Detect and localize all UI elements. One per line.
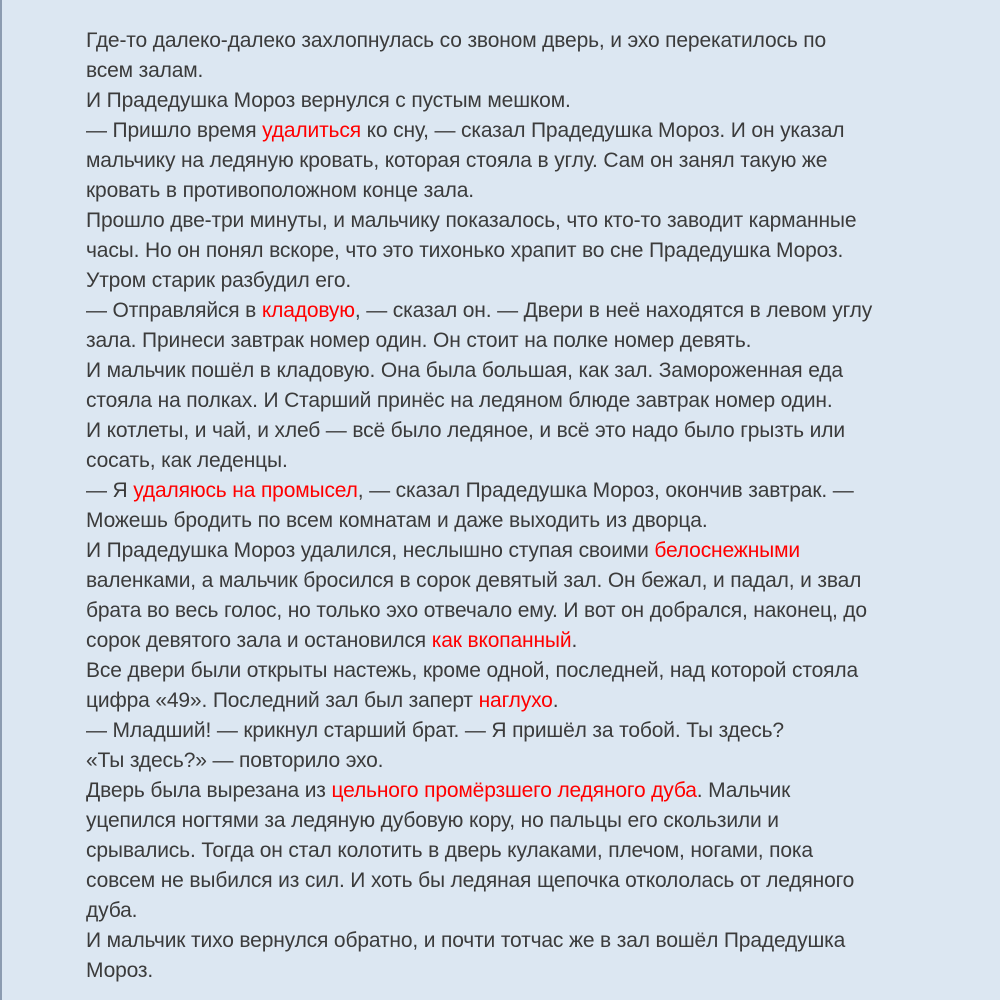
text-run: . Мальчик (696, 779, 791, 802)
text-run: И Прадедушка Мороз вернулся с пустым мешком. (86, 89, 571, 112)
text-line (86, 866, 970, 896)
text-line (86, 596, 970, 626)
highlighted-text-run: наглухо (478, 689, 553, 712)
text-line (86, 116, 970, 146)
text-line (86, 896, 970, 926)
highlighted-text-run: удалиться (262, 119, 361, 142)
text-line (86, 56, 970, 86)
text-line (86, 356, 970, 386)
text-line (86, 446, 970, 476)
text-line (86, 236, 970, 266)
highlighted-text-run: удаляюсь на промысел (133, 479, 358, 502)
text-run: часы. Но он понял вскоре, что это тихонько храпит во сне Прадедушка Мороз. (86, 239, 844, 262)
text-line (86, 656, 970, 686)
text-run: брата во весь голос, но только эхо отвечало ему. И вот он добрался, наконец, до (86, 599, 867, 622)
text-line (86, 506, 970, 536)
text-line (86, 386, 970, 416)
text-run: Мороз. (86, 959, 154, 982)
text-line (86, 476, 970, 506)
text-run: валенками, а мальчик бросился в сорок девятый зал. Он бежал, и падал, и звал (86, 569, 862, 592)
text-run: всем залам. (86, 59, 204, 82)
text-line (86, 806, 970, 836)
text-run: , — сказал он. — Двери в неё находятся в левом углу (354, 299, 873, 322)
text-line (86, 686, 970, 716)
text-line (86, 206, 970, 236)
document (2, 0, 1000, 986)
text-line (86, 296, 970, 326)
text-run: зала. Принеси завтрак номер один. Он стоит на полке номер девять. (86, 329, 752, 352)
text-line (86, 86, 970, 116)
text-run: — Я (86, 479, 134, 502)
text-run: И мальчик тихо вернулся обратно, и почти тотчас же в зал вошёл Прадедушка (86, 929, 846, 952)
text-line (86, 776, 970, 806)
text-run: Все двери были открыты настежь, кроме одной, последней, над которой стояла (86, 659, 859, 682)
text-line (86, 746, 970, 776)
text-run: — Младший! — крикнул старший брат. — Я пришёл за тобой. Ты здесь? (86, 719, 784, 742)
text-line (86, 626, 970, 656)
text-run: Где-то далеко-далеко захлопнулась со звоном дверь, и эхо перекатилось по (86, 29, 827, 52)
highlighted-text-run: кладовую (261, 299, 355, 322)
text-run: стояла на полках. И Старший принёс на ледяном блюде завтрак номер один. (86, 389, 833, 412)
text-run: — Отправляйся в (86, 299, 262, 322)
text-run: , — сказал Прадедушка Мороз, окончив завтрак. — (357, 479, 854, 502)
text-run: уцепился ногтями за ледяную дубовую кору, но пальцы его скользили и (86, 809, 779, 832)
text-run: сосать, как леденцы. (86, 449, 288, 472)
text-run: Можешь бродить по всем комнатам и даже выходить из дворца. (86, 509, 708, 532)
text-line (86, 566, 970, 596)
highlighted-text-run: белоснежными (654, 539, 800, 562)
text-line (86, 176, 970, 206)
text-run: И Прадедушка Мороз удалился, неслышно ступая своими (86, 539, 655, 562)
text-line (86, 326, 970, 356)
text-line (86, 146, 970, 176)
text-run: срывались. Тогда он стал колотить в дверь кулаками, плечом, ногами, пока (86, 839, 813, 862)
text-run: ко сну, — сказал Прадедушка Мороз. И он указал (360, 119, 845, 142)
text-line (86, 536, 970, 566)
highlighted-text-run: цельного промёрзшего ледяного дуба (331, 779, 697, 802)
text-run: цифра «49». Последний зал был заперт (86, 689, 479, 712)
highlighted-text-run: как вкопанный (431, 629, 572, 652)
text-line (86, 266, 970, 296)
text-run: кровать в противоположном конце зала. (86, 179, 474, 202)
text-run: И котлеты, и чай, и хлеб — всё было ледяное, и всё это надо было грызть или (86, 419, 845, 442)
text-run: совсем не выбился из сил. И хоть бы ледяная щепочка откололась от ледяного (86, 869, 855, 892)
text-line (86, 836, 970, 866)
text-run: — Пришло время (86, 119, 263, 142)
document-text (86, 26, 970, 986)
text-run: И мальчик пошёл в кладовую. Она была большая, как зал. Замороженная еда (86, 359, 843, 382)
text-line (86, 416, 970, 446)
text-line (86, 956, 970, 986)
text-run: сорок девятого зала и остановился (86, 629, 432, 652)
text-line (86, 926, 970, 956)
text-line (86, 26, 970, 56)
text-run: мальчику на ледяную кровать, которая стояла в углу. Сам он занял такую же (86, 149, 828, 172)
text-run: . (552, 689, 559, 712)
text-run: Утром старик разбудил его. (86, 269, 352, 292)
text-run: . (571, 629, 578, 652)
text-run: Прошло две-три минуты, и мальчику показалось, что кто-то заводит карманные (86, 209, 857, 232)
text-line (86, 716, 970, 746)
text-run: «Ты здесь?» — повторило эхо. (86, 749, 384, 772)
text-run: дуба. (86, 899, 138, 922)
text-run: Дверь была вырезана из (86, 779, 332, 802)
